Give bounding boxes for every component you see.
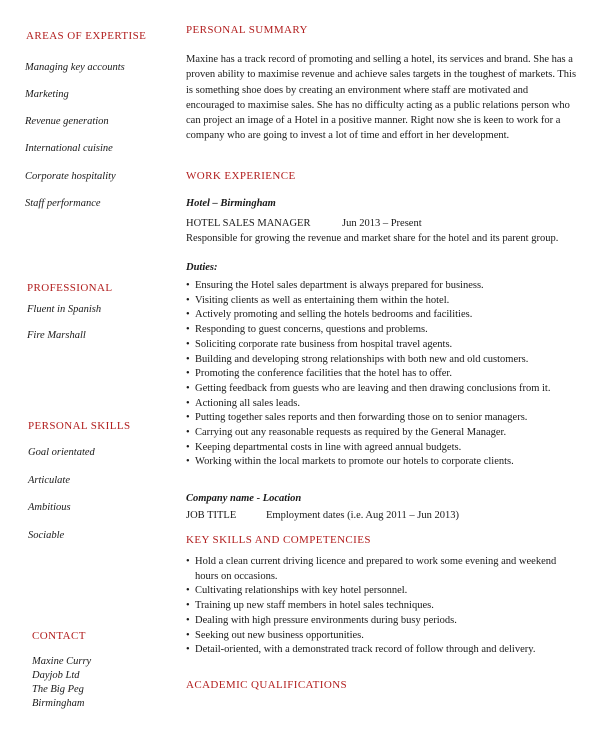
job1-title: HOTEL SALES MANAGER [186, 218, 311, 229]
list-item: • Hold a clean current driving licence and prepared to work some evening and weekend hours on occasions. [186, 556, 557, 582]
professional-item: Fluent in Spanish [27, 304, 102, 315]
contact-name: Maxine Curry [32, 656, 92, 667]
list-item: • Training up new staff members in hotel sales techniques. [186, 600, 434, 612]
list-item: • Visiting clients as well as entertaining them within the hotel. [186, 294, 450, 306]
skills-heading: PERSONAL SKILLS [28, 420, 131, 432]
summary-heading: PERSONAL SUMMARY [186, 24, 308, 36]
key-skills-heading: KEY SKILLS AND COMPETENCIES [186, 534, 371, 546]
job1-description: Responsible for growing the revenue and market share for the hotel and its parent group. [186, 233, 559, 244]
job2-title: JOB TITLE [186, 510, 237, 521]
list-item: • Getting feedback from guests who are leaving and then drawing conclusions from it. [186, 382, 551, 394]
expertise-item: Marketing [25, 89, 69, 100]
job2-dates: Employment dates (i.e. Aug 2011 – Jun 2013) [266, 510, 459, 521]
list-item: • Building and developing strong relationships with both new and old customers. [186, 353, 529, 365]
academic-heading: ACADEMIC QUALIFICATIONS [186, 679, 348, 691]
list-item: • Actioning all sales leads. [186, 397, 300, 409]
list-item: • Soliciting corporate rate business from hospital travel agents. [186, 338, 453, 350]
list-item: • Promoting the conference facilities that the hotel has to offer. [186, 368, 452, 380]
expertise-item: Staff performance [25, 198, 101, 209]
list-item: • Seeking out new business opportunities. [186, 629, 364, 641]
list-item: • Detail-oriented, with a demonstrated track record of follow through and delivery. [186, 644, 536, 656]
skill-item: Ambitious [28, 502, 71, 513]
expertise-heading: AREAS OF EXPERTISE [26, 30, 147, 42]
list-item: • Carrying out any reasonable requests as required by the General Manager. [186, 427, 507, 439]
expertise-item: Corporate hospitality [25, 171, 116, 182]
list-item: • Working within the local markets to promote our hotels to corporate clients. [186, 456, 514, 468]
job1-employer: Hotel – Birmingham [186, 198, 276, 209]
contact-address: The Big Peg [32, 684, 84, 695]
list-item: • Keeping departmental costs in line with agreed annual budgets. [186, 441, 462, 453]
contact-company: Dayjob Ltd [32, 670, 80, 681]
duties-label: Duties: [186, 262, 218, 273]
list-item: • Responding to guest concerns, questions and problems. [186, 324, 428, 336]
professional-item: Fire Marshall [27, 330, 86, 341]
skill-item: Goal orientated [28, 447, 95, 458]
summary-text: Maxine has a track record of promoting and selling a hotel, its services and brand. She has a proven ability to maximise revenue and achieve sales targets in the toughest of markets. This is something shoe does by creating an environment where staff are motivated and encouraged to maximise sales. She has no difficulty acting as a public relations person who can project an image of a Hotel in a positive manner. Right now she is keen to work for a company who are going to invest a lot of time and effort in her development. [186, 54, 577, 142]
list-item: • Dealing with high pressure environments during busy periods. [186, 614, 457, 626]
job1-dates: Jun 2013 – Present [342, 218, 422, 229]
contact-city: Birmingham [32, 698, 85, 709]
professional-heading: PROFESSIONAL [27, 282, 113, 294]
list-item: • Ensuring the Hotel sales department is always prepared for business. [186, 280, 484, 291]
duties-list [186, 279, 586, 470]
expertise-item: International cuisine [25, 143, 113, 154]
list-item: • Putting together sales reports and then forwarding those on to senior managers. [186, 412, 528, 424]
expertise-item: Managing key accounts [25, 62, 125, 73]
key-skills-list [186, 555, 571, 658]
skill-item: Articulate [28, 475, 70, 486]
expertise-item: Revenue generation [25, 116, 109, 127]
list-item: • Cultivating relationships with key hotel personnel. [186, 585, 408, 597]
skill-item: Sociable [28, 530, 65, 541]
job2-employer: Company name - Location [186, 493, 302, 504]
work-heading: WORK EXPERIENCE [186, 170, 296, 182]
list-item: • Actively promoting and selling the hotels bedrooms and facilities. [186, 309, 473, 321]
contact-heading: CONTACT [32, 630, 86, 642]
